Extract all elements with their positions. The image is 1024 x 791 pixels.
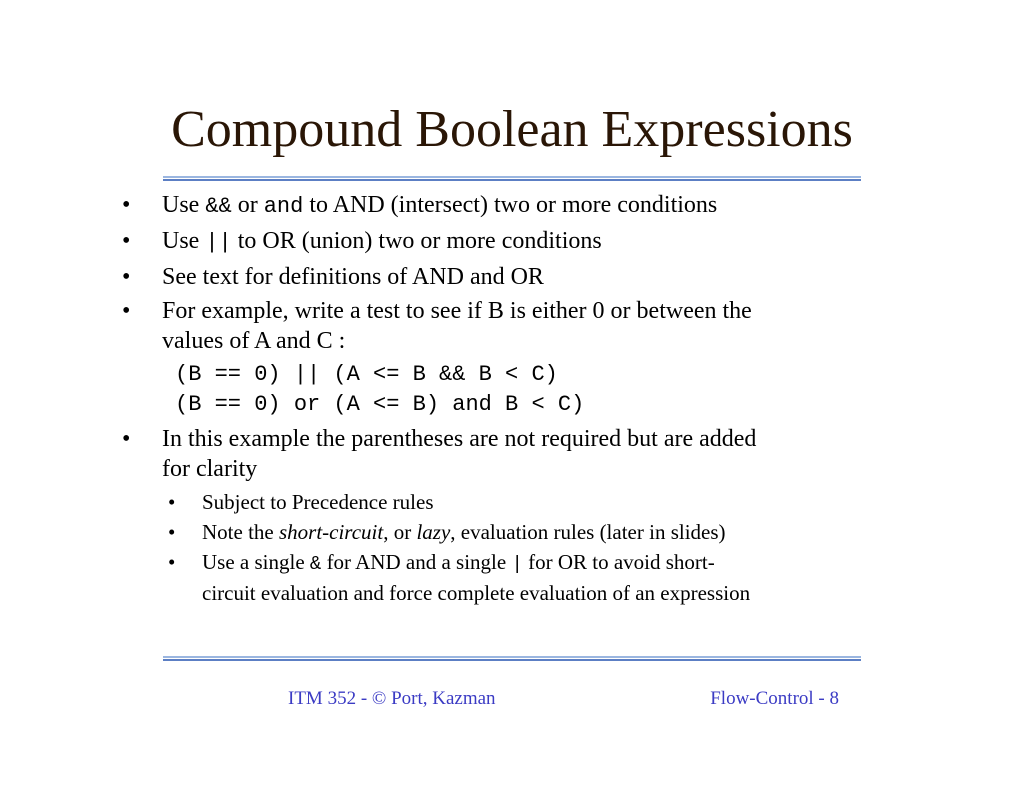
sub-bullet-short-circuit: • Note the short-circuit, or lazy, evaluation rules (later in slides) <box>120 518 900 547</box>
bullet-and-operator: • Use && or and to AND (intersect) two or more conditions <box>122 192 718 219</box>
code-and-symbol: && <box>205 194 232 219</box>
bullet-parentheses: • In this example the parentheses are not required but are added for clarity <box>122 426 757 482</box>
code-example-2: (B == 0) or (A <= B) and B < C) <box>175 392 585 417</box>
code-or-symbol: || <box>205 230 232 255</box>
bullet-icon: • <box>168 520 176 544</box>
code-single-and: & <box>309 553 322 575</box>
bullet-or-operator: • Use || to OR (union) two or more conditions <box>122 228 602 255</box>
bullet-icon: • <box>168 550 176 574</box>
bullet-icon: • <box>122 192 131 218</box>
code-single-or: | <box>511 553 523 575</box>
footer-page-number: Flow-Control - 8 <box>710 688 839 709</box>
sub-bullet-list <box>120 488 900 608</box>
bottom-divider <box>163 656 861 661</box>
code-example-1: (B == 0) || (A <= B && B < C) <box>175 362 558 387</box>
bullet-icon: • <box>168 490 176 514</box>
bullet-icon: • <box>122 426 131 452</box>
sub-bullet-precedence: • Subject to Precedence rules <box>120 488 900 517</box>
sub-bullet-single-operator: • Use a single & for AND and a single | for OR to avoid short- circuit evaluation and force complete evaluation of an expression <box>168 550 751 605</box>
code-and-keyword: and <box>263 194 304 219</box>
top-divider <box>163 176 861 181</box>
bullet-example: • For example, write a test to see if B is either 0 or between the values of A and C : <box>122 298 752 354</box>
footer-course: ITM 352 - © Port, Kazman <box>288 688 496 709</box>
bullet-icon: • <box>122 264 131 290</box>
bullet-see-text: • See text for definitions of AND and OR <box>122 264 544 290</box>
bullet-icon: • <box>122 228 131 254</box>
slide-title: Compound Boolean Expressions <box>171 101 853 158</box>
bullet-icon: • <box>122 298 131 324</box>
slide-content <box>120 190 900 609</box>
